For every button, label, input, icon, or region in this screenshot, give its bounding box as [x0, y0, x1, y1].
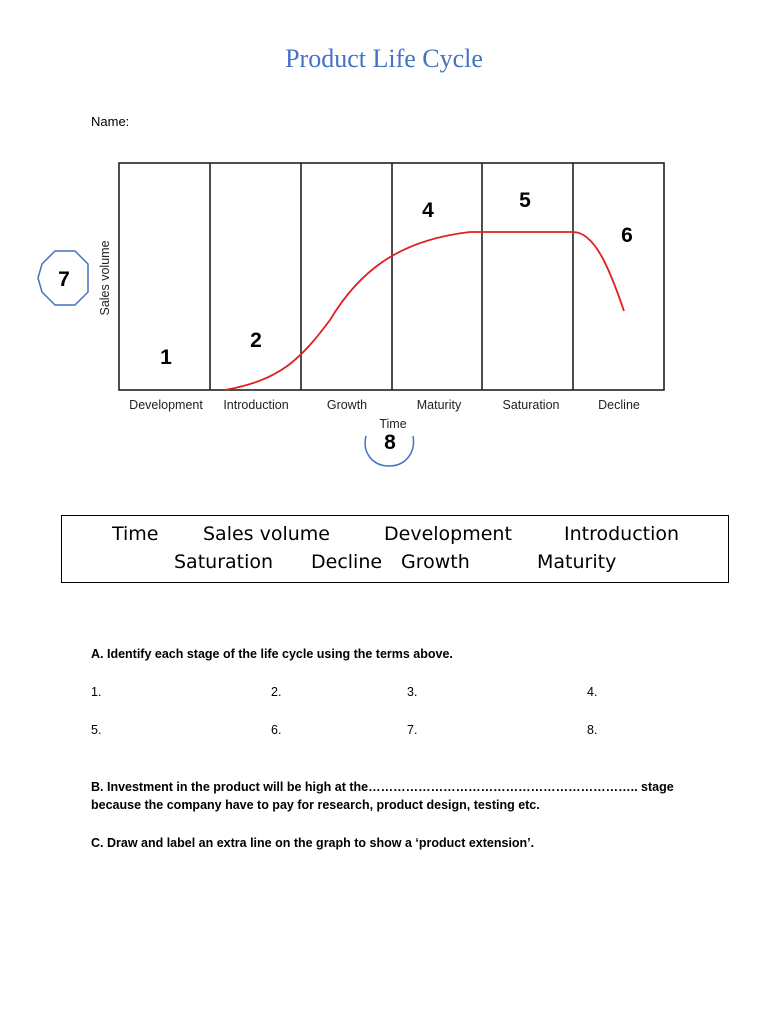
x-axis-label: Time [379, 417, 407, 431]
answer-label: 4. [587, 685, 598, 699]
stage-number: 4 [422, 199, 434, 222]
stage-label-introduction: Introduction [223, 398, 289, 412]
stage-number: 5 [519, 189, 531, 212]
stage-label-decline: Decline [598, 398, 640, 412]
question-c: C. Draw and label an extra line on the graph to show a ‘product extension’. [91, 836, 535, 850]
word-bank-term: Maturity [537, 551, 617, 573]
answer-label: 5. [91, 723, 102, 737]
name-label: Name: [91, 114, 130, 129]
x-axis-marker-number: 8 [384, 431, 396, 454]
page-title: Product Life Cycle [285, 44, 483, 73]
stage-label-growth: Growth [326, 398, 368, 412]
stage-label-saturation: Saturation [502, 398, 560, 412]
answer-label: 8. [587, 723, 598, 737]
stage-number: 2 [250, 329, 262, 352]
word-bank-term: Growth [401, 551, 470, 573]
stage-number: 1 [160, 346, 172, 369]
answer-label: 6. [271, 723, 282, 737]
y-axis-label: Sales volume [98, 240, 112, 316]
answer-label: 3. [407, 685, 418, 699]
stage-label-development: Development [129, 398, 203, 412]
question-b-line1: B. Investment in the product will be high at the……………………………………………………….. stage [91, 780, 674, 794]
question-a: A. Identify each stage of the life cycle using the terms above. [91, 647, 453, 661]
word-bank-term: Decline [311, 551, 383, 573]
word-bank-term: Time [112, 523, 159, 545]
word-bank-term: Introduction [564, 523, 680, 545]
word-bank-term: Sales volume [203, 523, 330, 545]
stage-label-maturity: Maturity [416, 398, 462, 412]
stage-number: 6 [621, 224, 633, 247]
sales-curve [225, 232, 624, 390]
word-bank-term: Development [384, 523, 512, 545]
answer-label: 2. [271, 685, 282, 699]
y-axis-marker-number: 7 [58, 268, 70, 291]
word-bank [61, 515, 729, 583]
answer-label: 1. [91, 685, 102, 699]
answer-label: 7. [407, 723, 418, 737]
product-life-cycle-diagram [0, 0, 768, 500]
question-b-line2: because the company have to pay for research, product design, testing etc. [91, 798, 540, 812]
word-bank-term: Saturation [174, 551, 274, 573]
